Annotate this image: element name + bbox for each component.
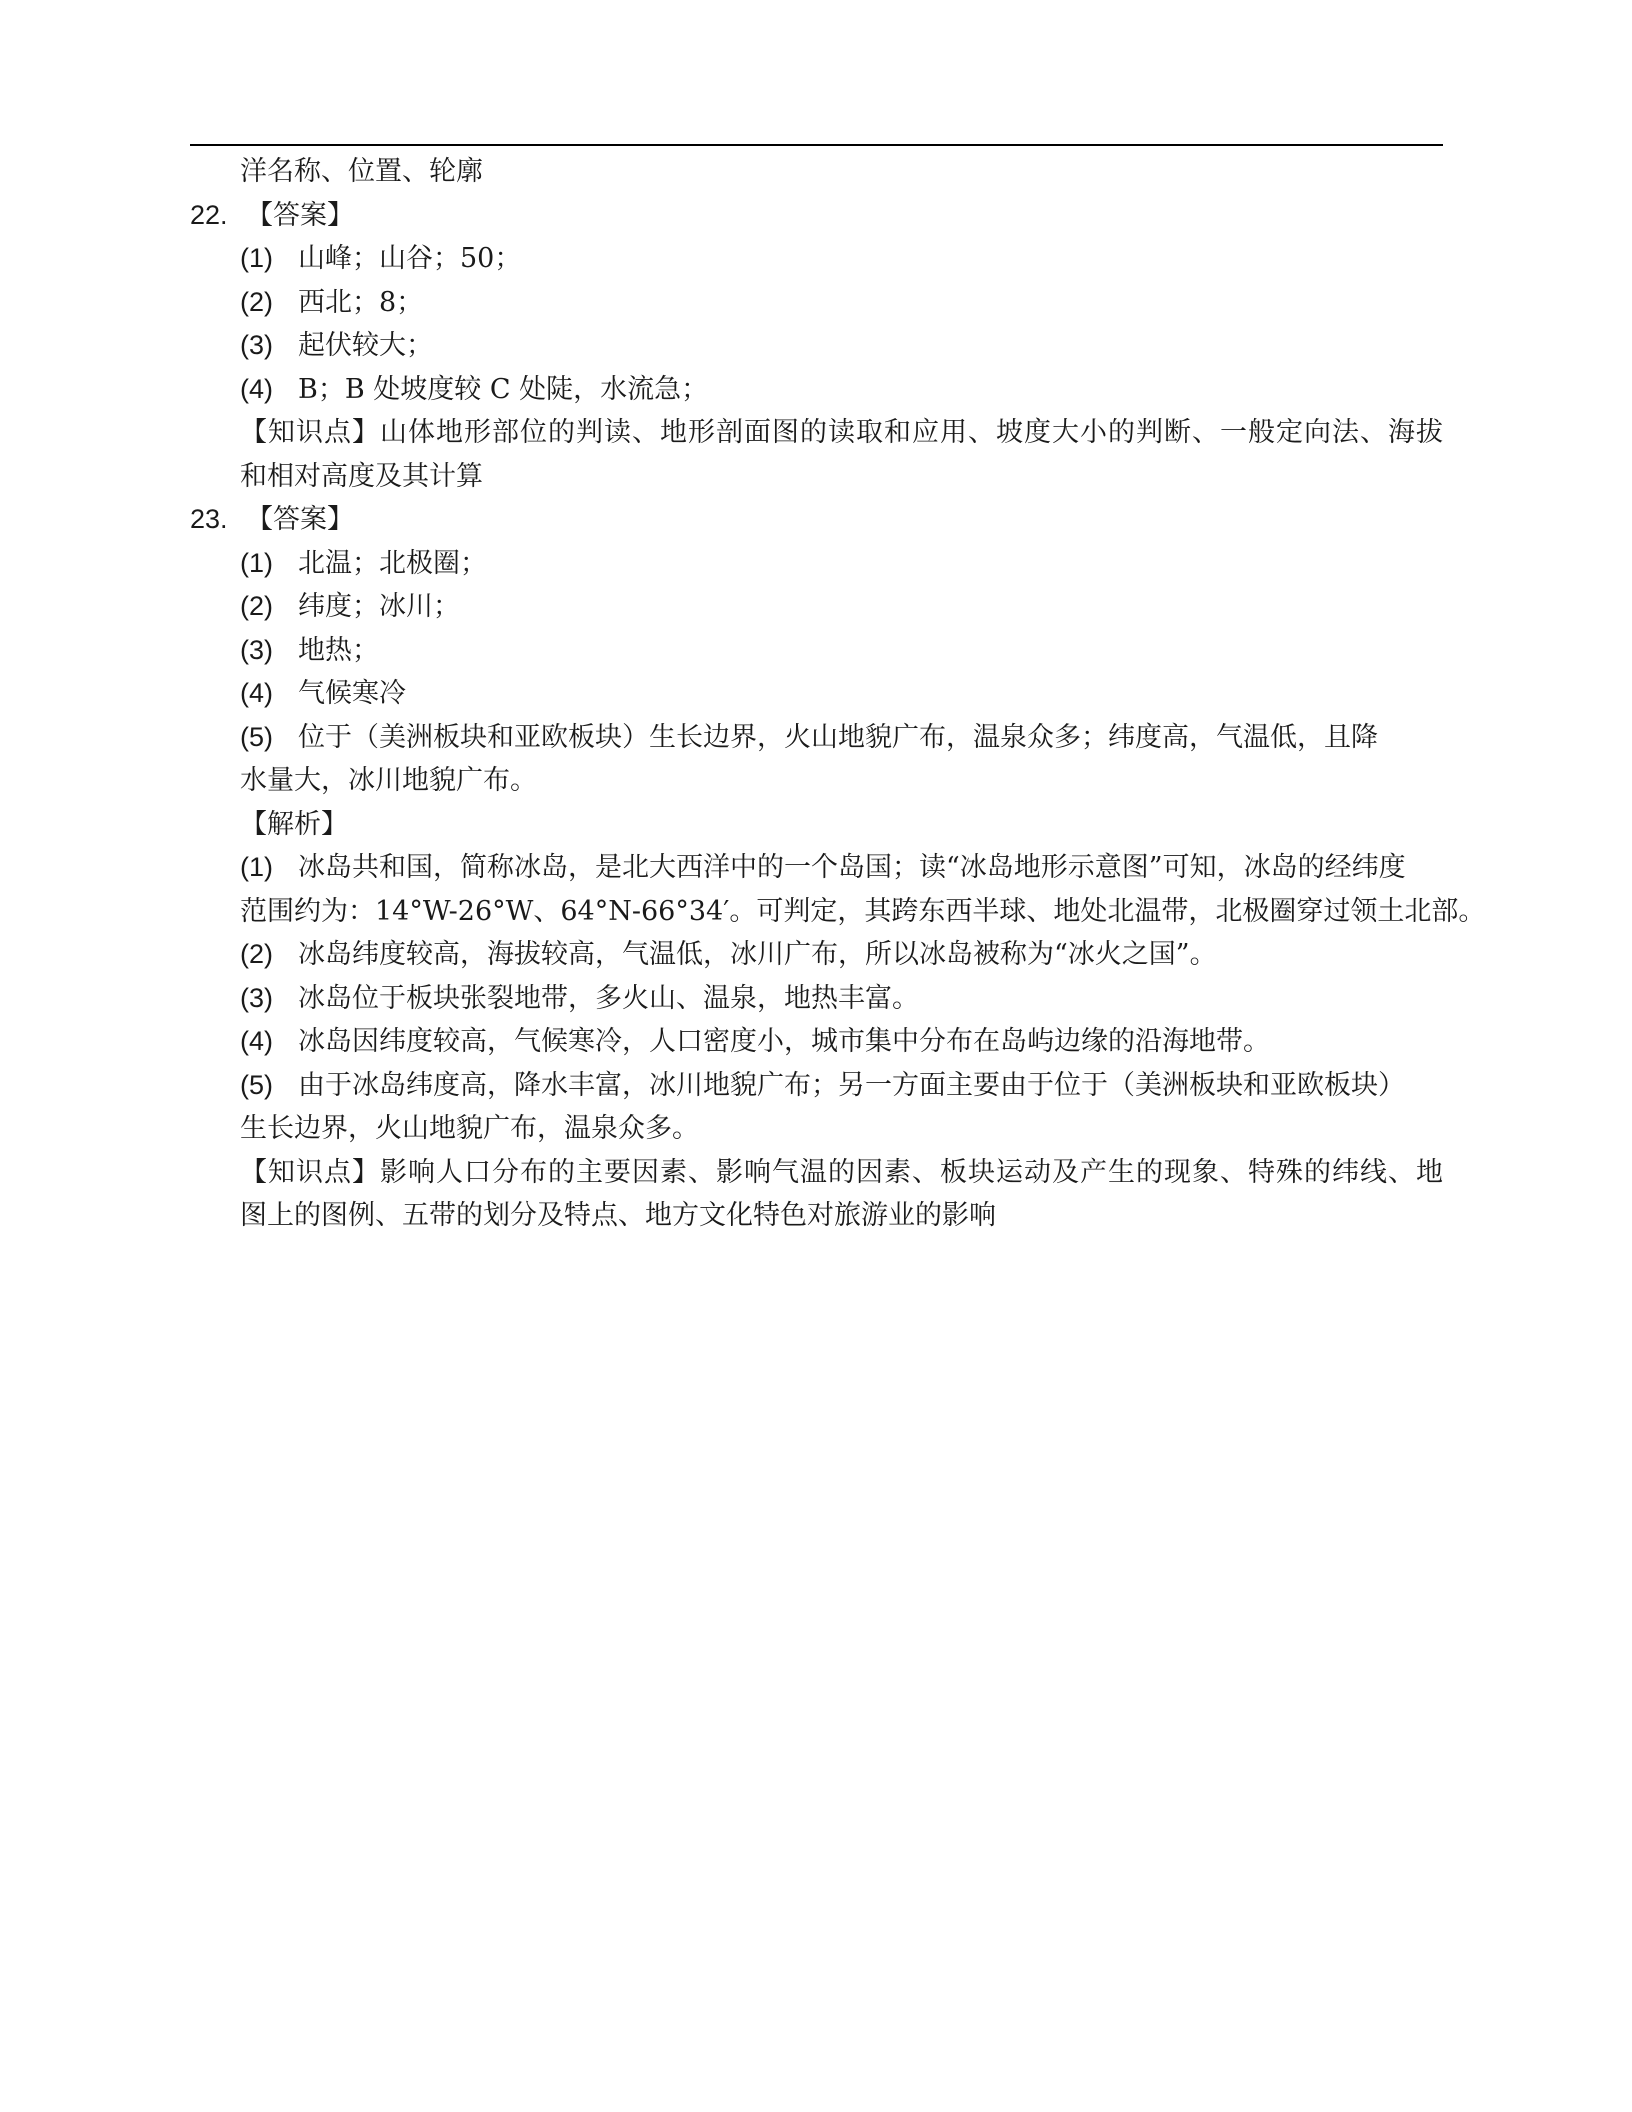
item-number: (3) [240,634,273,665]
item-text: 北温；北极圈； [298,547,487,579]
item-text: 西北；8； [298,286,424,318]
answer-item [190,237,1443,281]
item-number: (5) [240,721,273,752]
analysis-label: 【解析】 [240,808,348,840]
item-number: (4) [240,1026,273,1056]
question-22-heading [190,194,1443,238]
item-text: 位于（美洲板块和亚欧板块）生长边界，火山地貌广布，温泉众多；纬度高，气温低，且降 [298,721,1378,753]
item-text: 纬度；冰川； [298,591,460,622]
knowledge-point: 【知识点】影响人口分布的主要因素、影响气温的因素、板块运动及产生的现象、特殊的纬线、地 [240,1156,1443,1188]
analysis-item [190,933,1443,977]
question-number: 23. [190,504,228,534]
analysis-item [190,1020,1443,1064]
answer-item [190,585,1443,629]
item-number: (2) [240,286,273,317]
answer-label: 【答案】 [246,199,354,231]
item-text: 山峰；山谷；50； [298,243,522,274]
item-text: 地热； [298,634,379,666]
answer-item [190,629,1443,673]
answer-label: 【答案】 [246,504,354,535]
answer-item [190,324,1443,368]
question-number: 22. [190,199,228,230]
item-number: (5) [240,1069,273,1100]
knowledge-point-continued: 和相对高度及其计算 [240,460,483,492]
answer-item [190,281,1443,325]
item-number: (1) [240,243,273,273]
item-text: 由于冰岛纬度高，降水丰富，冰川地貌广布；另一方面主要由于位于（美洲板块和亚欧板块） [298,1069,1405,1101]
item-number: (4) [240,373,273,404]
analysis-item [190,977,1443,1021]
item-number: (2) [240,939,273,969]
item-number: (2) [240,591,273,621]
answer-content [190,150,1486,1238]
answer-item [190,716,1443,760]
header-rule [190,144,1443,146]
answer-item [190,672,1443,716]
knowledge-point: 【知识点】山体地形部位的判读、地形剖面图的读取和应用、坡度大小的判断、一般定向法、海拔 [240,417,1443,448]
item-text: 冰岛共和国，简称冰岛，是北大西洋中的一个岛国；读“冰岛地形示意图”可知，冰岛的经纬度 [298,852,1406,883]
analysis-item-continued: 生长边界，火山地貌广布，温泉众多。 [240,1113,699,1144]
knowledge-point-continued: 图上的图例、五带的划分及特点、地方文化特色对旅游业的影响 [240,1200,996,1231]
item-text: 起伏较大； [298,330,433,361]
item-text: B；B 处坡度较 C 处陡，水流急； [298,373,709,405]
item-text: 冰岛因纬度较高，气候寒冷，人口密度小，城市集中分布在岛屿边缘的沿海地带。 [298,1026,1270,1057]
analysis-item [190,846,1443,890]
item-number: (4) [240,678,273,708]
question-23-heading [190,498,1443,542]
item-text: 冰岛位于板块张裂地带，多火山、温泉，地热丰富。 [298,982,919,1014]
continuation-line: 洋名称、位置、轮廓 [240,156,483,187]
item-number: (1) [240,547,273,578]
analysis-item [190,1064,1443,1108]
answer-item [190,542,1443,586]
answer-item-continued: 水量大，冰川地貌广布。 [240,765,537,796]
item-number: (1) [240,852,273,882]
item-text: 气候寒冷 [298,678,406,709]
item-text: 冰岛纬度较高，海拔较高，气温低，冰川广布，所以冰岛被称为“冰火之国”。 [298,939,1217,970]
answer-item [190,368,1443,412]
analysis-item-continued: 范围约为：14°W-26°W、64°N-66°34′。可判定，其跨东西半球、地处北温带，北极圈穿过领土北部。 [240,895,1486,927]
item-number: (3) [240,982,273,1013]
item-number: (3) [240,330,273,360]
